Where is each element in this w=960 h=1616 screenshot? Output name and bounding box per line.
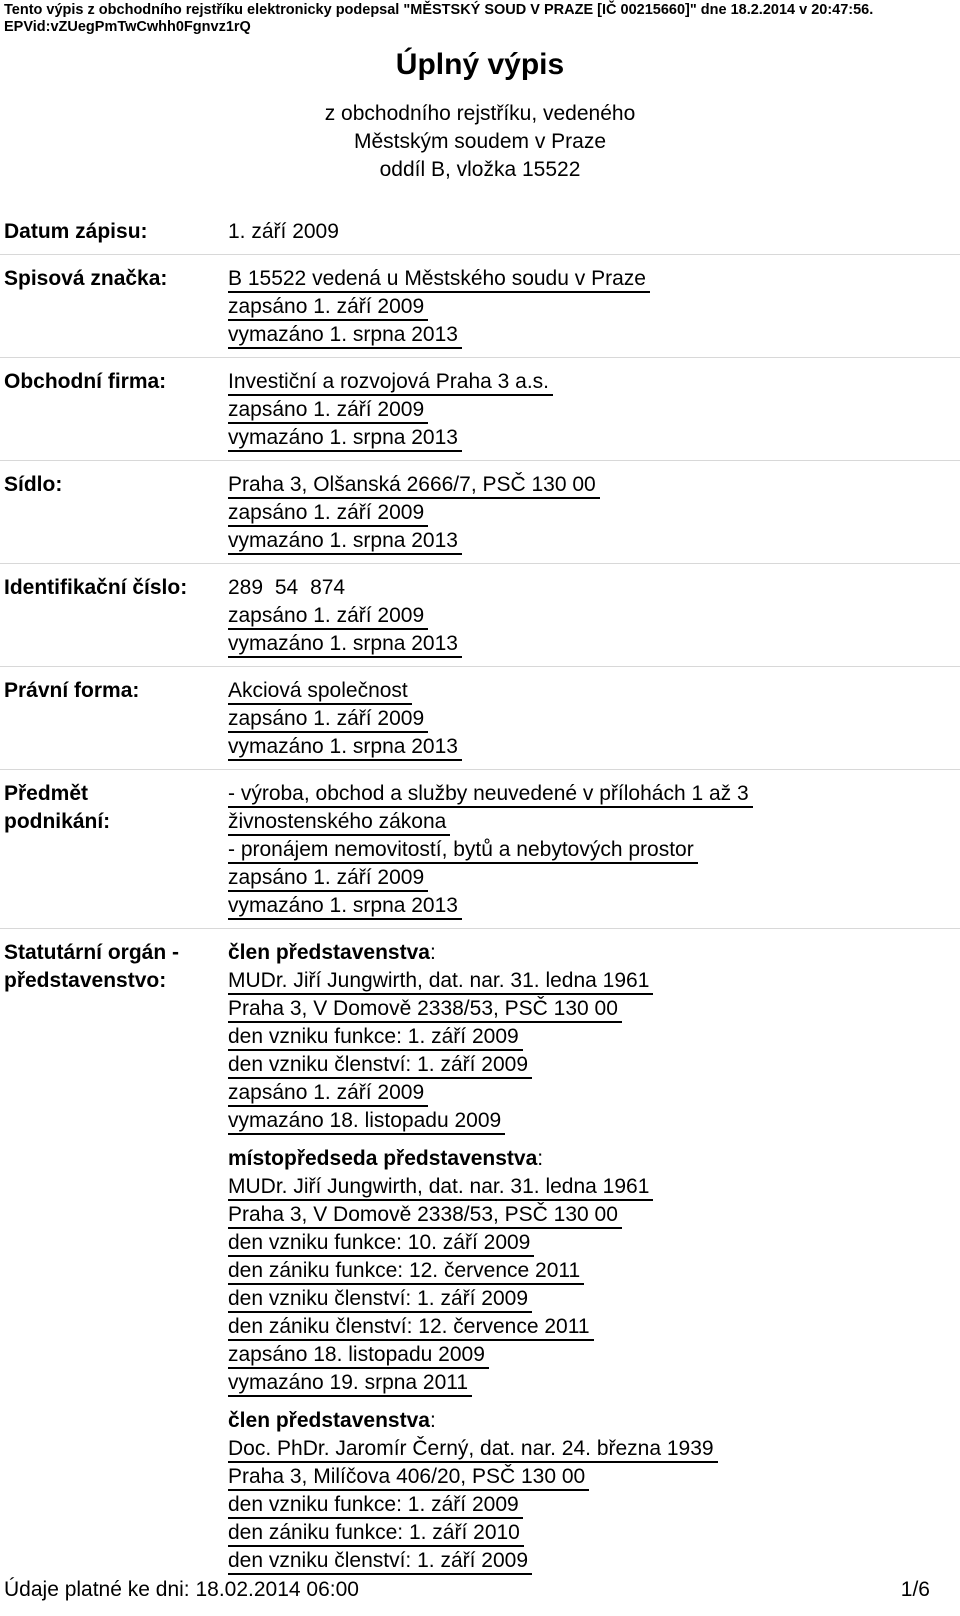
valid-as-of: Údaje platné ke dni: 18.02.2014 06:00 xyxy=(4,1578,359,1601)
entry-line: den vzniku členství: 1. září 2009 xyxy=(228,1548,532,1575)
entry-line: den vzniku členství: 1. září 2009 xyxy=(228,1052,532,1079)
section-label: Spisová značka: xyxy=(4,267,168,290)
entry-line: zapsáno 1. září 2009 xyxy=(228,603,428,630)
divider xyxy=(0,563,960,564)
entry-line: Praha 3, V Domově 2338/53, PSČ 130 00 xyxy=(228,996,622,1023)
entry-line: MUDr. Jiří Jungwirth, dat. nar. 31. ledna 1961 xyxy=(228,1174,653,1201)
entry-line: vymazáno 1. srpna 2013 xyxy=(228,425,462,452)
section-label: Sídlo: xyxy=(4,473,63,496)
section-label-line: Statutární orgán - xyxy=(4,941,180,964)
entry-line: zapsáno 1. září 2009 xyxy=(228,865,428,892)
section-label: Identifikační číslo: xyxy=(4,576,188,599)
entry-line: zapsáno 1. září 2009 xyxy=(228,397,428,424)
subtitle-line: Městským soudem v Praze xyxy=(353,130,607,153)
entry-line: Doc. PhDr. Jaromír Černý, dat. nar. 24. března 1939 xyxy=(228,1436,718,1463)
entry-line: den vzniku funkce: 10. září 2009 xyxy=(228,1230,534,1257)
entry-line: - pronájem nemovitostí, bytů a nebytových prostor xyxy=(228,837,698,864)
vice-chairman-block xyxy=(228,1145,960,1397)
entry-line: Investiční a rozvojová Praha 3 a.s. xyxy=(228,369,553,396)
divider xyxy=(0,928,960,929)
entry-line: živnostenského zákona xyxy=(228,809,450,836)
section-identifikacni-cislo xyxy=(0,574,960,658)
entry-line: vymazáno 1. srpna 2013 xyxy=(228,893,462,920)
title-text: Úplný výpis xyxy=(395,48,565,81)
datum-zapisu-value: 1. září 2009 xyxy=(228,220,339,243)
board-member-block xyxy=(228,1407,960,1575)
section-pravni-forma xyxy=(0,677,960,761)
role-title: místopředseda představenstva xyxy=(228,1147,538,1170)
entry-line: den zániku funkce: 12. července 2011 xyxy=(228,1258,584,1285)
section-obchodni-firma xyxy=(0,368,960,452)
entry-line: Praha 3, Milíčova 406/20, PSČ 130 00 xyxy=(228,1464,589,1491)
role-title: člen představenstva xyxy=(228,941,430,964)
role-colon: : xyxy=(429,1409,436,1432)
entry-line: den zániku členství: 12. července 2011 xyxy=(228,1314,594,1341)
role-title: člen představenstva xyxy=(228,1409,430,1432)
entry-line: Praha 3, V Domově 2338/53, PSČ 130 00 xyxy=(228,1202,622,1229)
divider xyxy=(0,254,960,255)
section-label: Právní forma: xyxy=(4,679,140,702)
entry-line: vymazáno 1. srpna 2013 xyxy=(228,322,462,349)
divider xyxy=(0,666,960,667)
page-number: 1/6 xyxy=(900,1578,930,1601)
divider xyxy=(0,460,960,461)
section-label-line: podnikání: xyxy=(4,810,111,833)
signature-notice: Tento výpis z obchodního rejstříku elektronicky podepsal "MĚSTSKÝ SOUD V PRAZE [IČ 00215660]" dne 18.2.2014 v 20:47:56. EPVid:vZUegPmTwCwhh0Fgnvz1rQ xyxy=(4,2,874,35)
page-footer xyxy=(4,1578,930,1602)
section-predmet-podnikani xyxy=(0,780,960,920)
section-label-line: Předmět xyxy=(4,782,89,805)
entry-line: vymazáno 1. srpna 2013 xyxy=(228,631,462,658)
entry-line: vymazáno 1. srpna 2013 xyxy=(228,734,462,761)
entry-line: vymazáno 18. listopadu 2009 xyxy=(228,1108,505,1135)
entry-line: - výroba, obchod a služby neuvedené v přílohách 1 až 3 xyxy=(228,781,753,808)
entry-line: Akciová společnost xyxy=(228,678,412,705)
document-title xyxy=(0,48,960,82)
entry-line: zapsáno 18. listopadu 2009 xyxy=(228,1342,489,1369)
role-colon: : xyxy=(537,1147,544,1170)
entry-line: zapsáno 1. září 2009 xyxy=(228,1080,428,1107)
section-label xyxy=(0,780,228,836)
board-member-block xyxy=(228,939,960,1135)
section-sidlo xyxy=(0,471,960,555)
entry-line: zapsáno 1. září 2009 xyxy=(228,706,428,733)
datum-zapisu-label: Datum zápisu: xyxy=(4,220,148,243)
entry-line: den zániku funkce: 1. září 2010 xyxy=(228,1520,524,1547)
document-subtitle xyxy=(250,100,710,184)
entry-line: den vzniku funkce: 1. září 2009 xyxy=(228,1024,523,1051)
section-statutarni-organ xyxy=(0,939,960,1575)
divider xyxy=(0,769,960,770)
section-label: Obchodní firma: xyxy=(4,370,167,393)
entry-line: zapsáno 1. září 2009 xyxy=(228,500,428,527)
section-label-line: představenstvo: xyxy=(4,969,167,992)
entry-line: den vzniku členství: 1. září 2009 xyxy=(228,1286,532,1313)
entry-line: 289 54 874 xyxy=(228,576,346,599)
entry-line: vymazáno 19. srpna 2011 xyxy=(228,1370,472,1397)
subtitle-line: z obchodního rejstříku, vedeného xyxy=(324,102,636,125)
entry-line: B 15522 vedená u Městského soudu v Praze xyxy=(228,266,650,293)
entry-line: zapsáno 1. září 2009 xyxy=(228,294,428,321)
subtitle-line: oddíl B, vložka 15522 xyxy=(379,158,581,181)
entry-line: MUDr. Jiří Jungwirth, dat. nar. 31. ledna 1961 xyxy=(228,968,653,995)
datum-zapisu-row xyxy=(0,218,960,246)
divider xyxy=(0,357,960,358)
section-spisova-znacka xyxy=(0,265,960,349)
entry-line: Praha 3, Olšanská 2666/7, PSČ 130 00 xyxy=(228,472,600,499)
section-label xyxy=(0,939,228,995)
register-content xyxy=(0,218,960,1575)
role-colon: : xyxy=(429,941,436,964)
entry-line: den vzniku funkce: 1. září 2009 xyxy=(228,1492,523,1519)
entry-line: vymazáno 1. srpna 2013 xyxy=(228,528,462,555)
